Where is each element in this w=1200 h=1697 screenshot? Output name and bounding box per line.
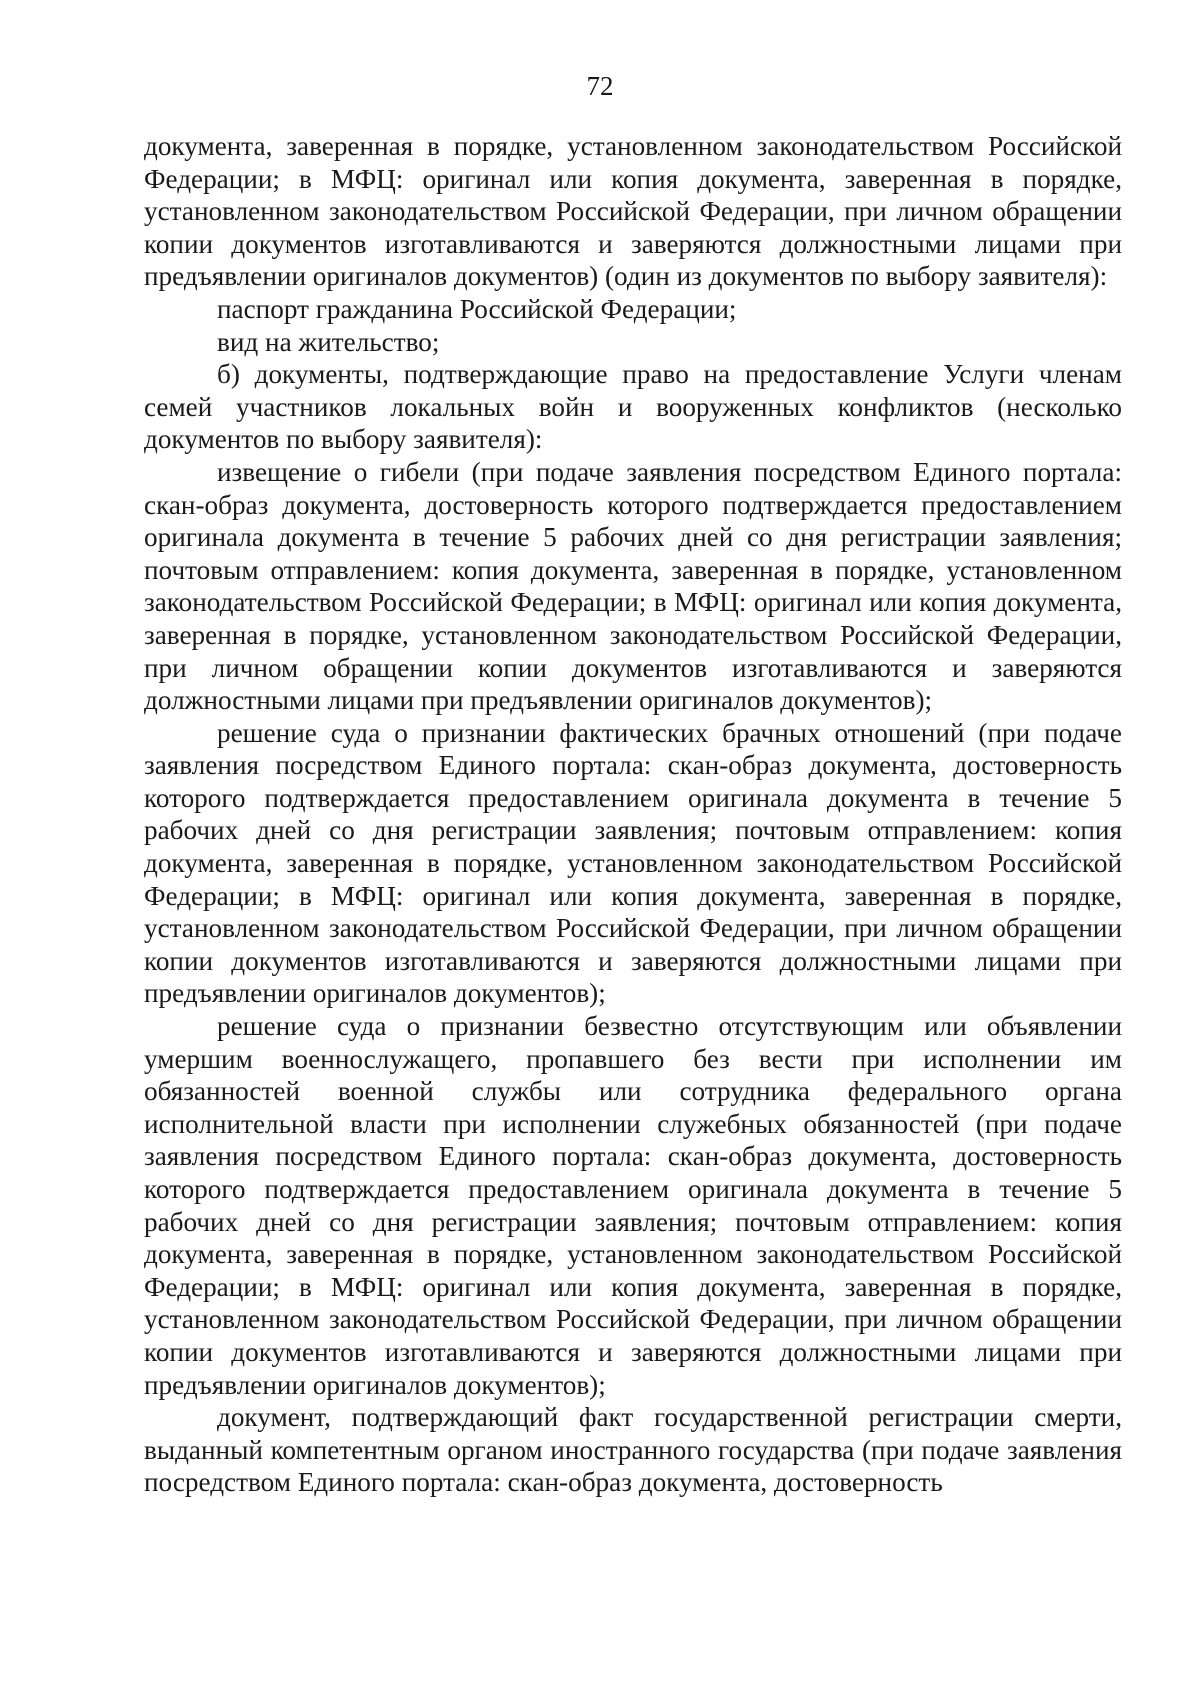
- paragraph-passport: паспорт гражданина Российской Федерации;: [217, 293, 737, 324]
- paragraph-court-missing: решение суда о признании безвестно отсутствующим или объявлении умершим военнослужащего, пропавшего без вести при исполнении им обязанностей военной службы или сотрудника федерального органа исполнительной власти при исполнении служебных обязанностей (при подаче заявления посредством Единого портала: скан-образ документа, достоверность которого подтверждается предоставлением оригинала документа в течение 5 рабочих дней со дня регистрации заявления; почтовым отправлением: копия документа, заверенная в порядке, установленном законодательством Российской Федерации; в МФЦ: оригинал или копия документа, заверенная в порядке, установленном законодательством Российской Федерации, при личном обращении копии документов изготавливаются и заверяются должностными лицами при предъявлении оригиналов документов);: [144, 1011, 1122, 1400]
- paragraph-foreign-death-record: документ, подтверждающий факт государственной регистрации смерти, выданный компетентным органом иностранного государства (при подаче заявления посредством Единого портала: скан-образ документа, достоверность: [144, 1402, 1122, 1498]
- paragraph-death-notice: извещение о гибели (при подаче заявления посредством Единого портала: скан-образ документа, достоверность которого подтверждается предоставлением оригинала документа в течение 5 рабочих дней со дня регистрации заявления; почтовым отправлением: копия документа, заверенная в порядке, установленном законодательством Российской Федерации; в МФЦ: оригинал или копия документа, заверенная в порядке, установленном законодательством Российской Федерации, при личном обращении копии документов изготавливаются и заверяются должностными лицами при предъявлении оригиналов документов);: [144, 456, 1122, 716]
- page-number: 72: [586, 71, 614, 101]
- document-body: [144, 130, 1122, 1499]
- paragraph-continuation: документа, заверенная в порядке, установленном законодательством Российской Федерации; в МФЦ: оригинал или копия документа, заверенная в порядке, установленном законодательством Российской Федерации, при личном обращении копии документов изготавливаются и заверяются должностными лицами при предъявлении оригиналов документов) (один из документов по выбору заявителя):: [144, 131, 1122, 292]
- paragraph-residence-permit: вид на жительство;: [217, 326, 440, 357]
- paragraph-court-marriage: решение суда о признании фактических брачных отношений (при подаче заявления посредством Единого портала: скан-образ документа, достоверность которого подтверждается предоставлением оригинала документа в течение 5 рабочих дней со дня регистрации заявления; почтовым отправлением: копия документа, заверенная в порядке, установленном законодательством Российской Федерации; в МФЦ: оригинал или копия документа, заверенная в порядке, установленном законодательством Российской Федерации, при личном обращении копии документов изготавливаются и заверяются должностными лицами при предъявлении оригиналов документов);: [144, 717, 1122, 1009]
- paragraph-item-b: б) документы, подтверждающие право на предоставление Услуги членам семей участников локальных войн и вооруженных конфликтов (несколько документов по выбору заявителя):: [144, 359, 1122, 455]
